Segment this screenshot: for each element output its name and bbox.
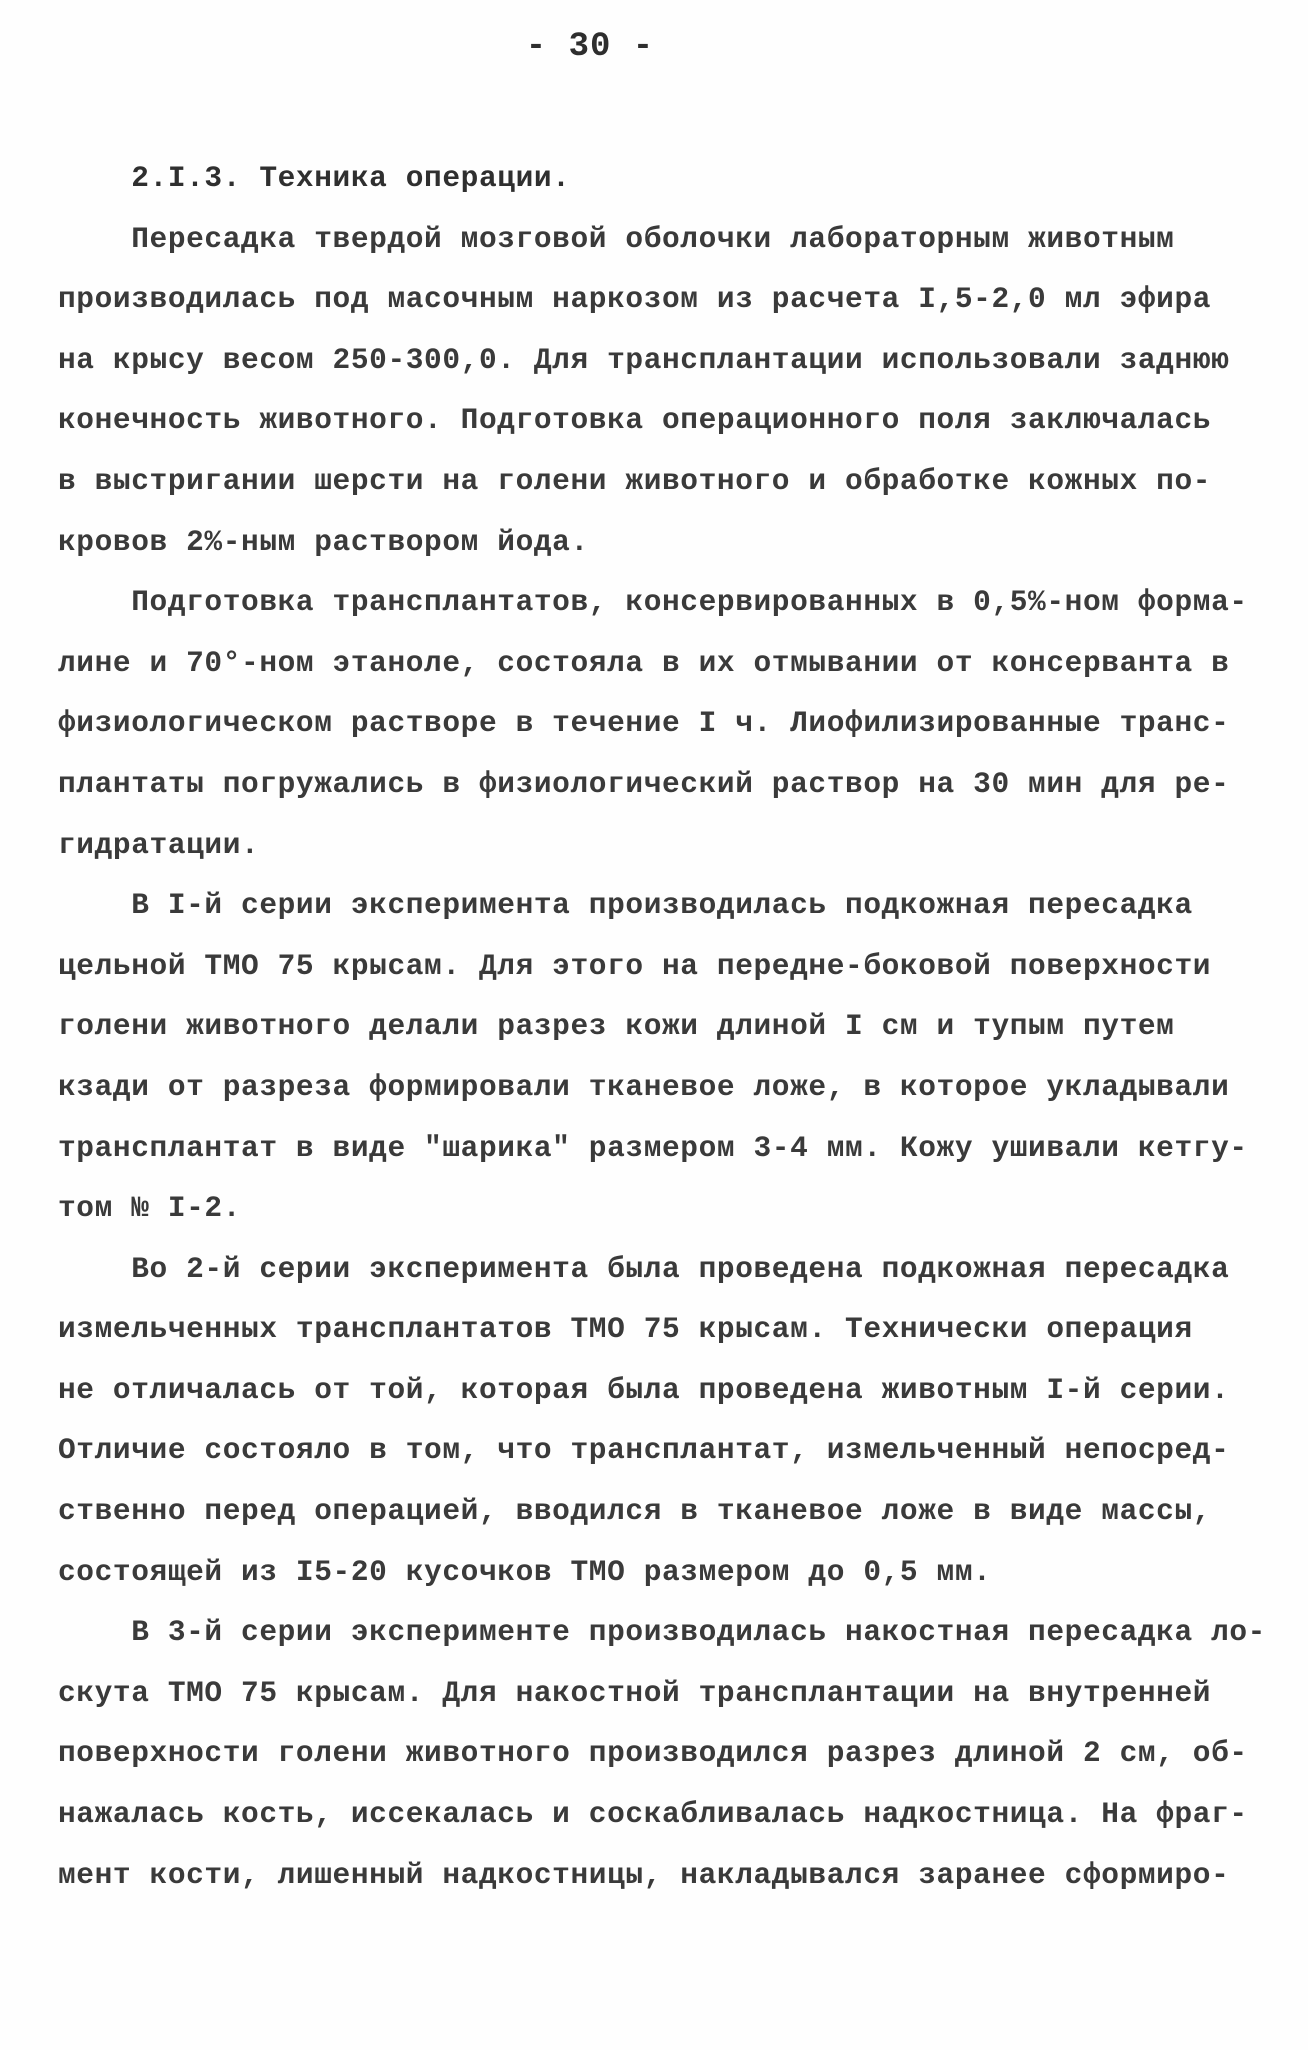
text-line: в выстригании шерсти на голени животного и обработке кожных по-: [58, 463, 1212, 498]
text-line: В I-й серии эксперимента производилась подкожная пересадка: [58, 888, 1193, 923]
text-line: кзади от разреза формировали тканевое ложе, в которое укладывали: [58, 1069, 1230, 1104]
text-line: В 3-й серии эксперименте производилась накостная пересадка ло-: [58, 1615, 1266, 1650]
text-line: мент кости, лишенный надкостницы, накладывался заранее сформиро-: [58, 1857, 1230, 1892]
text-line: ственно перед операцией, вводился в тканевое ложе в виде массы,: [58, 1494, 1212, 1529]
text-line: измельченных трансплантатов ТМО 75 крысам. Технически операция: [58, 1312, 1193, 1347]
text-line: кровов 2%-ным раствором йода.: [58, 524, 589, 559]
text-line: физиологическом растворе в течение I ч. Лиофилизированные транс-: [58, 706, 1230, 741]
text-line: конечность животного. Подготовка операционного поля заключалась: [58, 403, 1212, 438]
text-line: том № I-2.: [58, 1191, 242, 1226]
text-line: производилась под масочным наркозом из расчета I,5-2,0 мл эфира: [58, 282, 1212, 317]
text-line: состоящей из I5-20 кусочков ТМО размером до 0,5 мм.: [58, 1554, 992, 1589]
text-line: плантаты погружались в физиологический раствор на 30 мин для ре-: [58, 766, 1230, 801]
text-line: Отличие состояло в том, что трансплантат, измельченный непосред-: [58, 1433, 1230, 1468]
text-line: не отличалась от той, которая была проведена животным I-й серии.: [58, 1372, 1230, 1407]
text-line: лине и 70°-ном этаноле, состояла в их отмывании от консерванта в: [58, 645, 1230, 680]
text-line: трансплантат в виде "шарика" размером 3-4 мм. Кожу ушивали кетгу-: [58, 1130, 1248, 1165]
text-line: гидратации.: [58, 827, 260, 862]
text-line: Подготовка трансплантатов, консервированных в 0,5%-ном форма-: [58, 585, 1248, 620]
text-line: Во 2-й серии эксперимента была проведена подкожная пересадка: [58, 1251, 1230, 1286]
text-line: цельной ТМО 75 крысам. Для этого на передне-боковой поверхности: [58, 948, 1212, 983]
body-text: [58, 148, 1266, 1905]
text-line: скута ТМО 75 крысам. Для накостной трансплантации на внутренней: [58, 1675, 1212, 1710]
text-line: поверхности голени животного производился разрез длиной 2 см, об-: [58, 1736, 1248, 1771]
text-line: на крысу весом 250-300,0. Для трансплантации использовали заднюю: [58, 342, 1230, 377]
text-line: голени животного делали разрез кожи длиной I см и тупым путем: [58, 1009, 1175, 1044]
text-line: Пересадка твердой мозговой оболочки лабораторным животным: [58, 221, 1175, 256]
text-line: нажалась кость, иссекалась и соскабливалась надкостница. На фраг-: [58, 1797, 1248, 1832]
section-heading: 2.I.3. Техника операции.: [58, 161, 571, 195]
page-number: - 30 -: [525, 28, 655, 66]
